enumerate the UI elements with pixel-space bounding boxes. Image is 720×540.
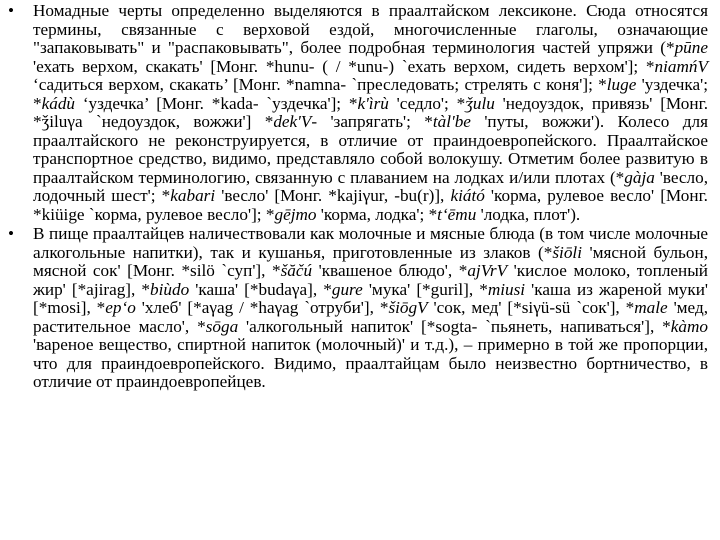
reconstructed-form: kádù xyxy=(41,93,76,113)
reconstructed-form: sōga xyxy=(205,316,239,336)
text-run: 'кислое молоко, топленый жир' [*ajirag], * xyxy=(33,261,708,299)
reconstructed-form: t‘ēmu xyxy=(437,204,477,224)
reconstructed-form: biùdo xyxy=(150,279,190,299)
text-run: 'каша из жареной муки' [*mosi], * xyxy=(33,279,708,317)
text-run: 'алкогольный напиток' [*sogta- `пьянеть, напиваться'], * xyxy=(238,316,671,336)
text-run: 'весло' [Монг. *kajiγur, -bu(r)], xyxy=(215,186,451,205)
paragraph-text xyxy=(33,1,708,224)
text-run: 'лодка, плот'). xyxy=(476,204,581,224)
text-run: ‘уздечка’ [Монг. *kada- `уздечка']; * xyxy=(75,93,358,113)
text-run: Номадные черты определенно выделяются в праалтайском лексиконе. Сюда относятся термины, связанные с верховой ездой, многочисленные глаголы, означающие "запаковывать" и "распаковывать", более подробная терминология частей упряжи (* xyxy=(33,1,708,57)
text-run: 'мясной бульон, мясной сок' [Монг. *silö `суп'], * xyxy=(33,242,708,280)
reconstructed-form: ajVrV xyxy=(467,261,508,280)
reconstructed-form: šiōgV xyxy=(388,298,428,317)
bullet-icon: • xyxy=(8,1,15,20)
bullet-icon: • xyxy=(8,224,15,243)
reconstructed-form: male xyxy=(634,298,668,317)
reconstructed-form: k'ìrù xyxy=(357,93,389,113)
reconstructed-form: dek'V xyxy=(273,112,312,131)
text-run: 'корма, лодка'; * xyxy=(316,204,438,224)
text-run: 'путы, вожжи'). Колесо для праалтайского не реконструируется, в отличие от праиндоевропейского. Праалтайское транспортное средство, видимо, представляло собой волокушу. Отметим более развитую в праалтайском терминологию, связанную с плаванием на лодках и/или плотах (* xyxy=(33,112,708,187)
bullet-item-nomadic xyxy=(8,2,708,224)
reconstructed-form: gàja xyxy=(624,167,655,187)
reconstructed-form: kabari xyxy=(170,186,216,205)
text-run: 'квашеное блюдо', * xyxy=(312,261,468,280)
reconstructed-form: ep‘o xyxy=(105,298,136,317)
reconstructed-form: kàmo xyxy=(670,316,708,336)
reconstructed-form: miusi xyxy=(487,279,526,299)
bullet-list xyxy=(8,2,708,392)
text-run: 'недоуздок, привязь' [Монг. *ǯiluγa `недоуздок, вожжи'] * xyxy=(33,93,708,131)
paragraph-text xyxy=(33,224,708,391)
text-run: 'уздечка'; * xyxy=(33,75,708,113)
reconstructed-form: kiátó xyxy=(450,186,485,205)
reconstructed-form: ǯulu xyxy=(465,93,495,113)
text-run: 'хлеб' [*aγag / *haγag `отруби'], * xyxy=(135,298,389,317)
text-run: 'каша' [*budaγa], * xyxy=(189,279,332,299)
reconstructed-form: gējmo xyxy=(274,204,317,224)
text-run: ‘садиться верхом, скакать’ [Монг. *namna- `преследовать; стрелять с коня']; * xyxy=(33,75,607,94)
reconstructed-form: šiōli xyxy=(552,242,582,262)
text-run: 'вареное вещество, спиртной напиток (молочный)' и т.д.), – примерно в той же пропорции, что для праиндоевропейского. Видимо, праалтайцам было неизвестно бортничество, в отличие от праиндоевропейцев. xyxy=(33,335,708,391)
reconstructed-form: niamńV xyxy=(654,56,708,76)
text-run: 'весло, лодочный шест'; * xyxy=(33,167,708,205)
text-run: 'мед, растительное масло', * xyxy=(33,298,709,336)
reconstructed-form: pūne xyxy=(674,38,708,57)
text-run: 'мука' [*guril], * xyxy=(362,279,488,299)
text-run: 'сок, мед' [*siγü-sü `сок'], * xyxy=(427,298,635,317)
text-run: 'корма, рулевое весло' [Монг. *kiüige `корма, рулевое весло']; * xyxy=(33,186,708,224)
text-run: В пище праалтайцев наличествовали как молочные и мясные блюда (в том числе молочные алкогольные напитки), так и кушанья, приготовленные из злаков (* xyxy=(33,224,708,262)
reconstructed-form: tàl'be xyxy=(432,112,471,131)
bullet-item-food xyxy=(8,225,708,392)
reconstructed-form: šăčú xyxy=(280,261,313,280)
text-run: 'седло'; * xyxy=(388,93,466,113)
reconstructed-form: gure xyxy=(331,279,363,299)
text-run: 'ехать верхом, скакать' [Монг. *hunu- ( / *unu-) `ехать верхом, сидеть верхом']; * xyxy=(33,56,655,76)
reconstructed-form: luge xyxy=(606,75,637,94)
text-run: - 'запрягать'; * xyxy=(311,112,433,131)
